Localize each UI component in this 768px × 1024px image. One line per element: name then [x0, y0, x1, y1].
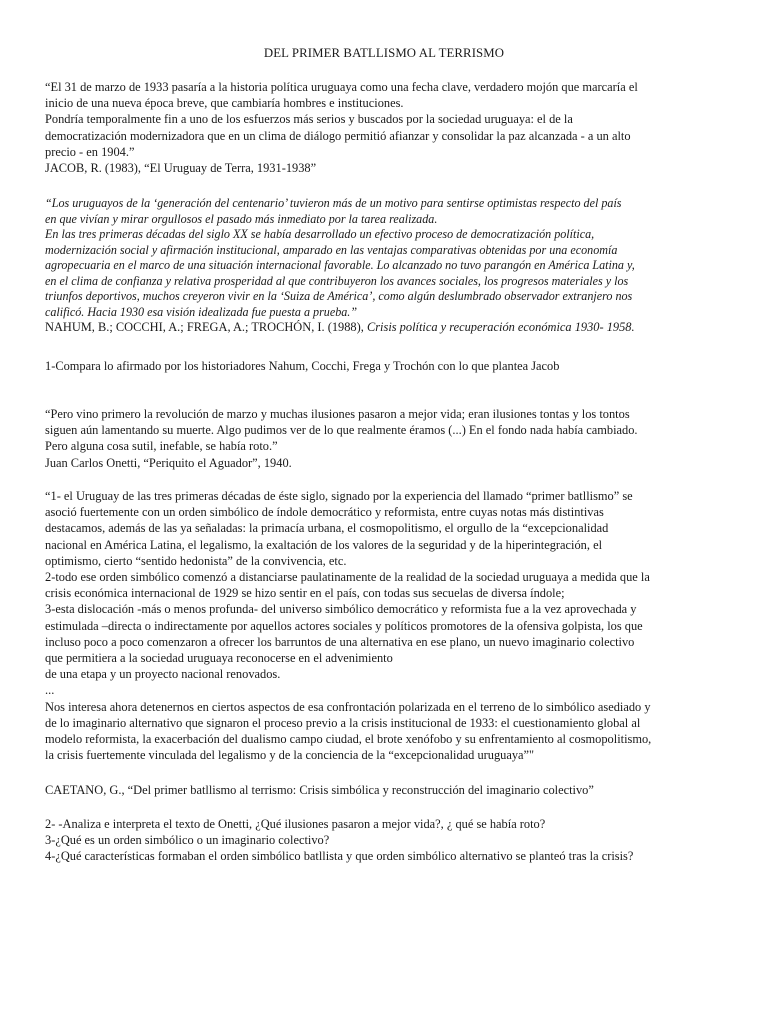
quote-line: modelo reformista, la exacerbación del dualismo campo ciudad, el brote xenófobo y su enfrentamiento al cosmopolitismo, — [45, 732, 652, 747]
quote-line: 3-esta dislocación -más o menos profunda- del universo simbólico democrático y reformista fue a la vez aprovechada y — [45, 602, 637, 617]
quote-line: crisis económica internacional de 1929 se hizo sentir en el país, con todas sus secuelas de diversa índole; — [45, 586, 565, 601]
quote-line: de lo imaginario alternativo que signaron el proceso previo a la crisis institucional de 1933: el cuestionamiento global al — [45, 715, 641, 730]
citation-book-title: Crisis política y recuperación económica 1930- 1958. — [366, 320, 635, 334]
quote-line: Nos interesa ahora detenernos en ciertos aspectos de esa confrontación polarizada en el terreno de lo simbólico asediado y — [45, 699, 651, 714]
quote-line: inicio de una nueva época breve, que cambiaría hombres e instituciones. — [45, 96, 404, 111]
quote-line: que permitiera a la sociedad uruguaya reconocerse en el advenimiento — [45, 651, 393, 666]
quote-line: la crisis fuertemente vinculada del legalismo y de la conciencia de la “excepcionalidad uruguaya”" — [45, 748, 535, 763]
quote-line: destacamos, además de las ya señaladas: la primacía urbana, el cosmopolitismo, el orgullo de la “excepcionalidad — [45, 521, 609, 536]
quote-line: agropecuaria en el marco de una situación internacional favorable. Lo alcanzado no tuvo parangón en América Latina y, — [45, 258, 635, 272]
quote-line: de una etapa y un proyecto nacional renovados. — [45, 667, 281, 682]
quote-line: “Los uruguayos de la ‘generación del centenario’ tuvieron más de un motivo para sentirse optimistas respecto del país — [45, 196, 622, 210]
quote-line: optimismo, cierto “sentido hedonista” de la convivencia, etc. — [45, 553, 347, 568]
quote-line: asoció fuertemente con un orden simbólico de índole democrático y reformista, entre cuyas notas más distintivas — [45, 505, 604, 520]
quote-line: “1- el Uruguay de las tres primeras décadas de éste siglo, signado por la experiencia del llamado “primer batllismo” se — [45, 489, 633, 503]
quote-line: estimulada –directa o indirectamente por aquellos actores sociales y políticos promotores de la ofensiva golpista, los que — [45, 618, 643, 633]
citation-caetano: CAETANO, G., “Del primer batllismo al terrismo: Crisis simbólica y reconstrucción del imaginario colectivo” — [45, 783, 594, 797]
question-1: 1-Compara lo afirmado por los historiadores Nahum, Cocchi, Frega y Trochón con lo que plantea Jacob — [45, 359, 560, 373]
question-3: 3-¿Qué es un orden simbólico o un imaginario colectivo? — [45, 833, 330, 848]
quote-nahum — [45, 196, 735, 336]
question-4: 4-¿Qué características formaban el orden simbólico batllista y que orden simbólico alternativo se planteó tras la crisis? — [45, 849, 634, 864]
quote-line: 2-todo ese orden simbólico comenzó a distanciarse paulatinamente de la realidad de la sociedad uruguaya a medida que la — [45, 570, 650, 585]
quote-line: “Pero vino primero la revolución de marzo y muchas ilusiones pasaron a mejor vida; eran ilusiones tontas y los tontos — [45, 407, 630, 421]
citation-jacob: JACOB, R. (1983), “El Uruguay de Terra, 1931-1938” — [45, 161, 317, 176]
quote-line: triunfos deportivos, muchos creyeron vivir en la ‘Suiza de América’, como algún deslumbrado observador extranjero nos — [45, 289, 633, 303]
quote-onetti — [45, 406, 735, 471]
quote-line: modernización social y afirmación institucional, amparado en las ventajas comparativas obtenidas por una economía — [45, 242, 618, 257]
quote-line: “El 31 de marzo de 1933 pasaría a la historia política uruguaya como una fecha clave, verdadero mojón que marcaría el — [45, 80, 638, 94]
quote-line: siguen aún lamentando su muerte. Algo pudimos ver de lo que realmente éramos (...) En el fondo nada había cambiado. — [45, 423, 638, 438]
quote-line: incluso poco a poco comenzaron a ofrecer los barruntos de una alternativa en ese plano, un nuevo imaginario colectivo — [45, 634, 635, 649]
page-title: DEL PRIMER BATLLISMO AL TERRISMO — [263, 46, 505, 60]
questions-list — [45, 816, 735, 865]
citation-authors: NAHUM, B.; COCCHI, A.; FREGA, A.; TROCHÓN, I. (1988), — [45, 320, 364, 334]
quote-line: ... — [45, 683, 55, 698]
quote-line: Pero alguna cosa sutil, inefable, se había roto.” — [45, 439, 278, 454]
quote-line: en el clima de confianza y relativa prosperidad al que contribuyeron los avances sociales, los progresos materiales y los — [45, 273, 629, 288]
quote-jacob — [45, 79, 735, 176]
quote-line: nacional en América Latina, el legalismo, la exaltación de los valores de la seguridad y de la hiperintegración, el — [45, 537, 603, 552]
quote-line: En las tres primeras décadas del siglo XX se había desarrollado un efectivo proceso de democratización política, — [45, 227, 595, 241]
quote-line: democratización modernizadora que en un clima de diálogo permitió afianzar y consolidar la paz alcanzada - a un alto — [45, 128, 631, 143]
quote-line: calificó. Hacia 1930 esa visión idealizada fue puesta a prueba.” — [45, 304, 358, 319]
quote-line: precio - en 1904.” — [45, 144, 135, 159]
quote-line: en que vivían y mirar orgullosos el pasado más inmediato por la tarea realizada. — [45, 211, 438, 226]
quote-caetano — [45, 488, 735, 763]
question-2: 2- -Analiza e interpreta el texto de Onetti, ¿Qué ilusiones pasaron a mejor vida?, ¿ qué se había roto? — [45, 817, 546, 831]
citation-nahum — [45, 320, 735, 336]
quote-line: Pondría temporalmente fin a uno de los esfuerzos más serios y buscados por la sociedad uruguaya: el de la — [45, 112, 573, 127]
citation-onetti: Juan Carlos Onetti, “Periquito el Aguador”, 1940. — [45, 455, 292, 470]
